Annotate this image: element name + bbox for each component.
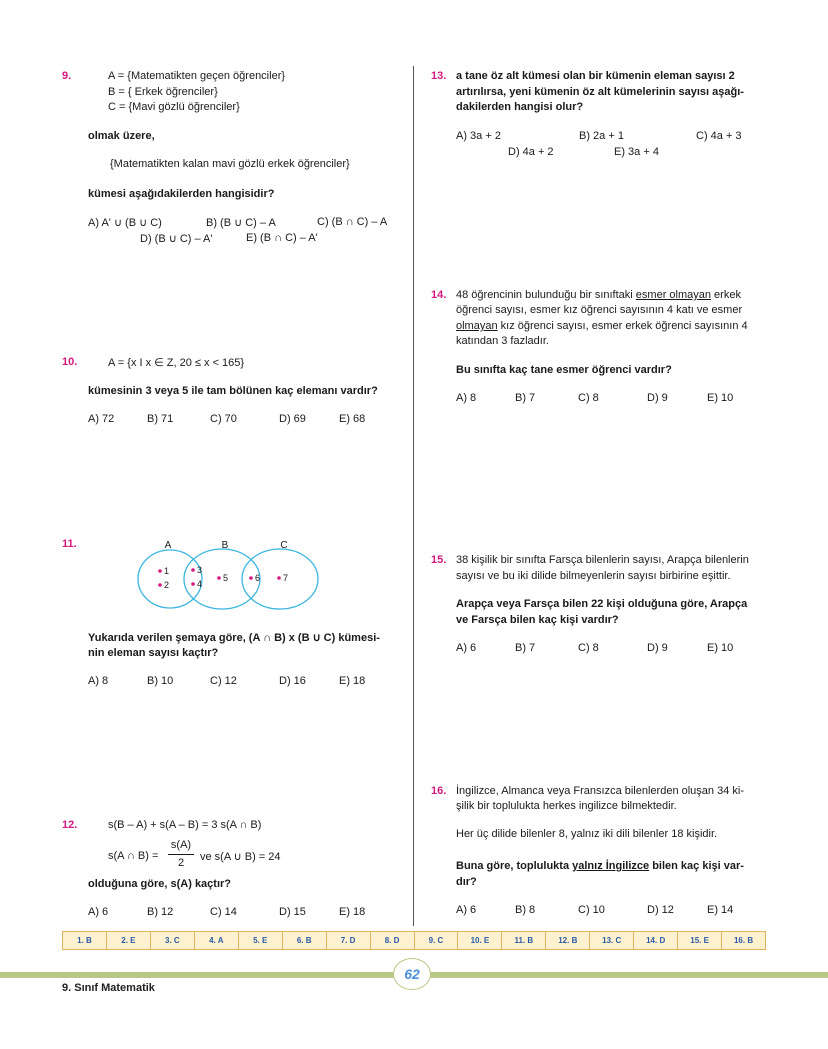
q9-option-d[interactable]: D) (B ∪ C) – A' <box>140 233 213 245</box>
q13-line2: artırılırsa, yeni kümenin öz alt kümelerinin sayısı aşağı- <box>456 86 744 98</box>
q13-option-d[interactable]: D) 4a + 2 <box>508 146 554 158</box>
q9-option-c[interactable]: C) (B ∩ C) – A <box>317 216 388 228</box>
q16-question-line2: dır? <box>456 876 477 888</box>
q9-set-b: B = { Erkek öğrenciler} <box>108 86 218 98</box>
answer-key-item: 6. B <box>283 932 327 949</box>
venn-element-3: 3 <box>197 565 203 575</box>
q10-option-d[interactable]: D) 69 <box>279 413 306 425</box>
answer-key-item: 15. E <box>678 932 722 949</box>
venn-element-7: 7 <box>283 573 289 583</box>
q14-line3-underlined: olmayan <box>456 320 498 332</box>
q11-option-b[interactable]: B) 10 <box>147 675 174 687</box>
q14-option-c[interactable]: C) 8 <box>578 392 599 404</box>
q9-intro: olmak üzere, <box>88 130 155 142</box>
q9-option-a[interactable]: A) A' ∪ (B ∪ C) <box>88 217 162 229</box>
q13-option-b[interactable]: B) 2a + 1 <box>579 130 624 142</box>
q12-option-d[interactable]: D) 15 <box>279 906 306 918</box>
q11-question-line1: Yukarıda verilen şemaya göre, (A ∩ B) x (B ∪ C) kümesi- <box>88 632 380 644</box>
q12-fraction-bar <box>168 854 194 855</box>
q14-line1 <box>456 289 741 301</box>
venn-dot-5 <box>217 576 221 580</box>
q11-option-d[interactable]: D) 16 <box>279 675 306 687</box>
q12-line2-left: s(A ∩ B) = <box>108 850 159 862</box>
q10-question: kümesinin 3 veya 5 ile tam bölünen kaç elemanı vardır? <box>88 385 378 397</box>
q16-option-a[interactable]: A) 6 <box>456 904 477 916</box>
q9-set-a: A = {Matematikten geçen öğrenciler} <box>108 70 286 82</box>
q16-option-d[interactable]: D) 12 <box>647 904 674 916</box>
q13-line3: dakilerden hangisi olur? <box>456 101 584 113</box>
q16-question-line1 <box>456 860 744 872</box>
q14-option-d[interactable]: D) 9 <box>647 392 668 404</box>
q15-option-a[interactable]: A) 6 <box>456 642 477 654</box>
q14-option-e[interactable]: E) 10 <box>707 392 734 404</box>
q14-line3 <box>456 320 748 332</box>
q13-option-a[interactable]: A) 3a + 2 <box>456 130 501 142</box>
q14-line1-a: 48 öğrencinin bulunduğu bir sınıftaki <box>456 289 636 301</box>
q14-question: Bu sınıfta kaç tane esmer öğrenci vardır? <box>456 364 672 376</box>
q16-option-c[interactable]: C) 10 <box>578 904 605 916</box>
q12-line2-right: ve s(A ∪ B) = 24 <box>200 851 281 863</box>
q14-line1-b: erkek <box>711 289 741 301</box>
venn-element-1: 1 <box>164 566 170 576</box>
q15-question-line2: ve Farsça bilen kaç kişi vardır? <box>456 614 619 626</box>
q9-option-b[interactable]: B) (B ∪ C) – A <box>206 217 276 229</box>
venn-label-c: C <box>280 540 288 551</box>
q11-option-e[interactable]: E) 18 <box>339 675 366 687</box>
page-number: 62 <box>393 958 431 990</box>
q12-option-b[interactable]: B) 12 <box>147 906 174 918</box>
q11-option-a[interactable]: A) 8 <box>88 675 109 687</box>
q10-option-b[interactable]: B) 71 <box>147 413 174 425</box>
q13-line1: a tane öz alt kümesi olan bir kümenin eleman sayısı 2 <box>456 70 735 82</box>
venn-element-2: 2 <box>164 580 170 590</box>
q16-line2: şilik bir toplulukta herkes ingilizce bilmektedir. <box>456 800 677 812</box>
venn-label-a: A <box>164 540 172 551</box>
q11-number: 11. <box>62 538 77 550</box>
answer-key-item: 8. D <box>371 932 415 949</box>
q15-number: 15. <box>431 554 447 566</box>
answer-key-item: 2. E <box>107 932 151 949</box>
q16-line3: Her üç dilide bilenler 8, yalnız iki dili bilenler 18 kişidir. <box>456 828 718 840</box>
q15-option-c[interactable]: C) 8 <box>578 642 599 654</box>
answer-key-item: 10. E <box>458 932 502 949</box>
answer-key-item: 4. A <box>195 932 239 949</box>
q14-option-a[interactable]: A) 8 <box>456 392 477 404</box>
q12-option-a[interactable]: A) 6 <box>88 906 109 918</box>
venn-dot-4 <box>191 582 195 586</box>
q14-line2: öğrenci sayısı, esmer kız öğrenci sayısının 4 katı ve esmer <box>456 304 743 316</box>
q12-line1: s(B – A) + s(A – B) = 3 s(A ∩ B) <box>108 819 262 831</box>
book-title: 9. Sınıf Matematik <box>62 982 155 994</box>
q14-line3-b: kız öğrenci sayısı, esmer erkek öğrenci sayısının 4 <box>497 320 748 332</box>
venn-diagram <box>130 534 330 614</box>
q13-number: 13. <box>431 70 447 82</box>
venn-label-b: B <box>221 540 229 551</box>
venn-dot-3 <box>191 568 195 572</box>
venn-dot-1 <box>158 569 162 573</box>
answer-key-item: 14. D <box>634 932 678 949</box>
q9-option-e[interactable]: E) (B ∩ C) – A' <box>246 232 318 244</box>
q15-option-e[interactable]: E) 10 <box>707 642 734 654</box>
answer-key-item: 13. C <box>590 932 634 949</box>
q15-question-line1: Arapça veya Farsça bilen 22 kişi olduğuna göre, Arapça <box>456 598 748 610</box>
q11-option-c[interactable]: C) 12 <box>210 675 237 687</box>
q10-option-c[interactable]: C) 70 <box>210 413 237 425</box>
q16-option-e[interactable]: E) 14 <box>707 904 734 916</box>
answer-key-item: 7. D <box>327 932 371 949</box>
venn-dot-7 <box>277 576 281 580</box>
q16-question-underlined: yalnız İngilizce <box>572 860 650 872</box>
venn-dot-6 <box>249 576 253 580</box>
q12-option-c[interactable]: C) 14 <box>210 906 237 918</box>
q10-option-a[interactable]: A) 72 <box>88 413 115 425</box>
q13-option-e[interactable]: E) 3a + 4 <box>614 146 659 158</box>
q15-line1: 38 kişilik bir sınıfta Farsça bilenlerin sayısı, Arapça bilenlerin <box>456 554 749 566</box>
q9-expression: {Matematikten kalan mavi gözlü erkek öğrenciler} <box>110 158 350 170</box>
q14-line1-underlined: esmer olmayan <box>635 289 711 301</box>
q12-fraction-denominator: 2 <box>177 857 185 869</box>
venn-circle-b <box>184 549 260 609</box>
q9-number: 9. <box>62 70 72 82</box>
answer-key-item: 3. C <box>151 932 195 949</box>
answer-key-item: 11. B <box>502 932 546 949</box>
answer-key-item: 9. C <box>415 932 459 949</box>
column-divider <box>413 66 414 926</box>
q15-option-b[interactable]: B) 7 <box>515 642 536 654</box>
venn-element-6: 6 <box>255 573 261 583</box>
q14-number: 14. <box>431 289 447 301</box>
q15-line2: sayısı ve bu iki dilide bilmeyenlerin sayısı birbirine eşittir. <box>456 570 731 582</box>
venn-dot-2 <box>158 583 162 587</box>
q16-question-b: bilen kaç kişi var- <box>649 860 744 872</box>
q16-option-b[interactable]: B) 8 <box>515 904 536 916</box>
answer-key-item: 1. B <box>63 932 107 949</box>
venn-element-5: 5 <box>223 573 229 583</box>
q9-set-c: C = {Mavi gözlü öğrenciler} <box>108 101 240 113</box>
q9-question: kümesi aşağıdakilerden hangisidir? <box>88 188 275 200</box>
q14-option-b[interactable]: B) 7 <box>515 392 536 404</box>
q13-option-c[interactable]: C) 4a + 3 <box>696 130 742 142</box>
q10-number: 10. <box>62 356 78 368</box>
q16-number: 16. <box>431 785 447 797</box>
q15-option-d[interactable]: D) 9 <box>647 642 668 654</box>
q12-option-e[interactable]: E) 18 <box>339 906 366 918</box>
q11-question-line2: nin eleman sayısı kaçtır? <box>88 647 219 659</box>
venn-circle-a <box>138 550 202 608</box>
venn-element-4: 4 <box>197 579 203 589</box>
q10-set: A = {x I x ∈ Z, 20 ≤ x < 165} <box>108 357 245 369</box>
answer-key-item: 5. E <box>239 932 283 949</box>
answer-key-item: 12. B <box>546 932 590 949</box>
q12-question: olduğuna göre, s(A) kaçtır? <box>88 878 232 890</box>
q16-line1: İngilizce, Almanca veya Fransızca bilenlerden oluşan 34 ki- <box>456 785 744 797</box>
q14-line4: katından 3 fazladır. <box>456 335 549 347</box>
q12-number: 12. <box>62 819 78 831</box>
answer-key <box>62 931 766 950</box>
q10-option-e[interactable]: E) 68 <box>339 413 366 425</box>
q12-fraction-numerator: s(A) <box>170 839 192 851</box>
answer-key-item: 16. B <box>733 936 754 945</box>
q16-question-a: Buna göre, toplulukta <box>456 860 573 872</box>
